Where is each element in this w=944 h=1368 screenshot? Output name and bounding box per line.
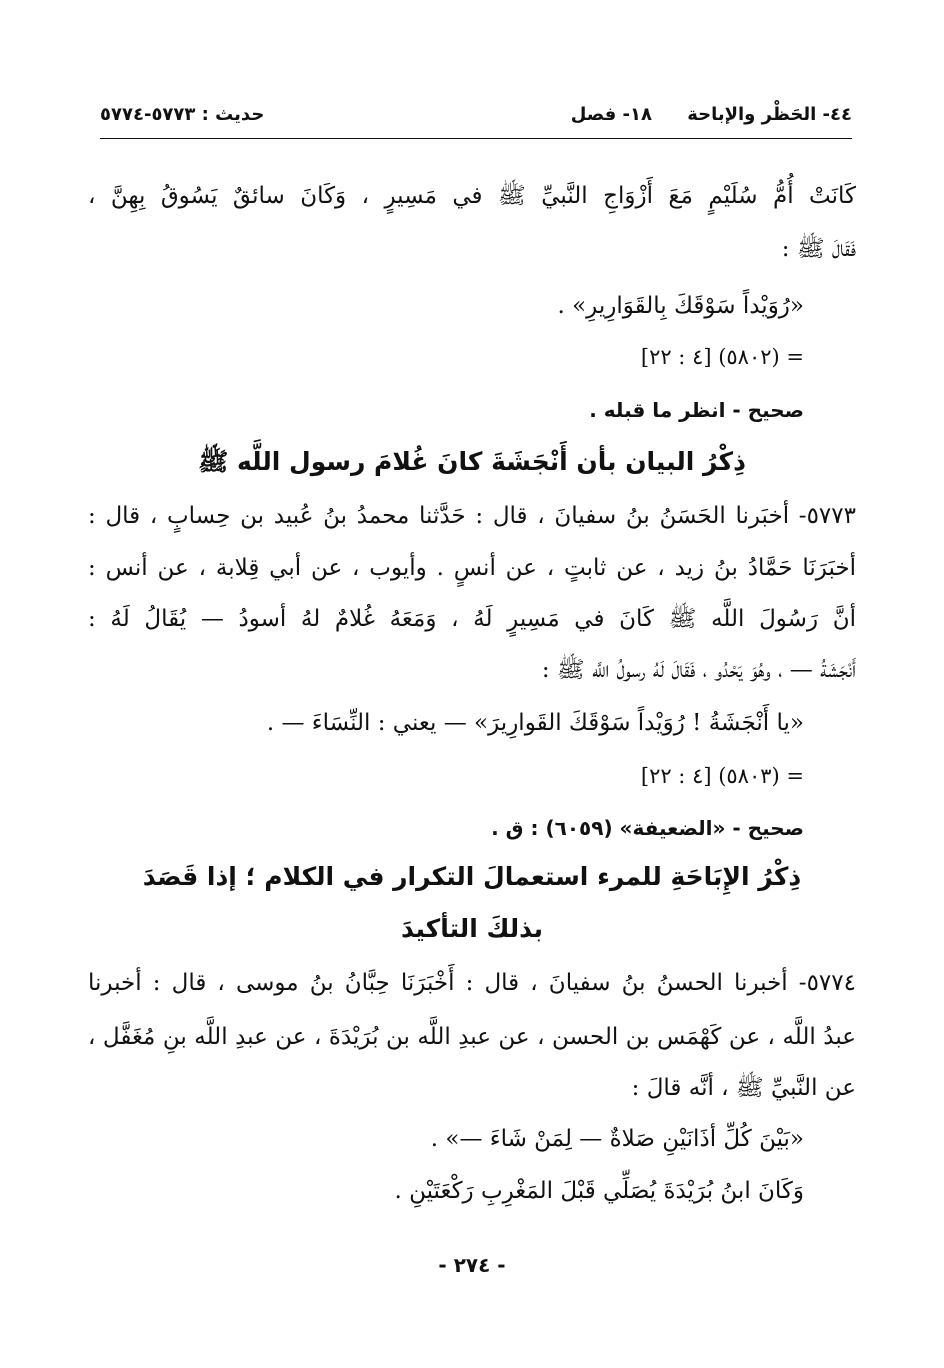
- hadith-range: حديث : ٥٧٧٣-٥٧٧٤: [100, 104, 265, 125]
- text-line: «بَيْنَ كُلِّ أذَانَيْنِ صَلاةٌ — لِمَنْ شَاءَ —» .: [430, 1126, 804, 1152]
- section-heading-continued: بذلكَ التأكيدَ: [401, 914, 543, 943]
- text-line: أَنْجَشَةُ — ، وهُوَ يَحْدُو ، فَقَالَ لَهُ رسولُ اللَّه ﷺ :: [541, 657, 856, 683]
- text-line: كَانَتْ أُمُّ سُلَيْمٍ مَعَ أَزْوَاجِ النَّبيِّ ﷺ في مَسِيرٍ ، وَكَانَ سائقٌ يَسُوقُ بِهِنَّ ،: [88, 183, 856, 209]
- text-line: أخبَرَنَا حَمَّادُ بنُ زيد ، عن ثابتٍ ، عن أنسٍ . وأيوب ، عن أبي قِلابة ، عن أنس :: [88, 555, 856, 581]
- grading-line: صحيح - انظر ما قبله .: [589, 398, 804, 422]
- page-header: [100, 98, 852, 139]
- text-line: عبدُ اللَّه ، عن كَهْمَس بن الحسن ، عن عبدِ اللَّه بن بُرَيْدَةَ ، عن عبدِ اللَّه بنِ مُغَفَّل ،: [88, 1024, 856, 1050]
- text-line: ٥٧٧٤- أخبرنا الحسنُ بنُ سفيانَ ، قال : أَخْبَرَنَا حِبَّانُ بنُ موسى ، قال : أخبرنا: [88, 970, 856, 996]
- text-line: أنَّ رَسُولَ اللَّه ﷺ كَانَ في مَسِيرٍ لَهُ ، وَمَعَهُ غُلامٌ لهُ أسودُ — يُقَالُ لَهُ :: [88, 606, 856, 632]
- reference-line: = (٥٨٠٣) [٤ : ٢٢]: [640, 764, 804, 788]
- reference-line: = (٥٨٠٢) [٤ : ٢٢]: [640, 345, 804, 369]
- text-line: فَقَالَ ﷺ :: [781, 236, 856, 262]
- text-line: «رُوَيْداً سَوْقَكَ بِالقَوَارِيرِ» .: [557, 293, 804, 319]
- text-line: وَكَانَ ابنُ بُرَيْدَةَ يُصَلِّي قَبْلَ المَغْرِبِ رَكْعَتَيْنِ .: [394, 1178, 804, 1204]
- grading-line: صحيح - «الضعيفة» (٦٠٥٩) : ق .: [491, 816, 804, 840]
- page-number: - ٢٧٤ -: [438, 1253, 506, 1277]
- text-line: عن النَّبيِّ ﷺ ، أنَّه قالَ :: [631, 1075, 856, 1101]
- text-line: ٥٧٧٣- أخبَرنا الحَسَنُ بنُ سفيانَ ، قال : حَدَّثنا محمدُ بنُ عُبيد بن حِسابٍ ، قال :: [88, 503, 856, 529]
- section-heading: ذِكْرُ الإِبَاحَةِ للمرء استعمالَ التكرار في الكلام ؛ إذا قَصَدَ: [142, 862, 802, 891]
- section-heading: ذِكْرُ البيان بأن أَنْجَشَةَ كانَ غُلامَ رسول اللَّه ﷺ: [198, 447, 746, 476]
- book-title: ٤٤- الحَظْر والإباحة: [687, 104, 852, 125]
- chapter-title: ١٨- فصل: [570, 104, 652, 125]
- text-line: «يا أَنْجَشَةُ ! رُوَيْداً سَوْقَكَ القَوارِيرَ» — يعني : النِّسَاءَ — .: [266, 710, 804, 736]
